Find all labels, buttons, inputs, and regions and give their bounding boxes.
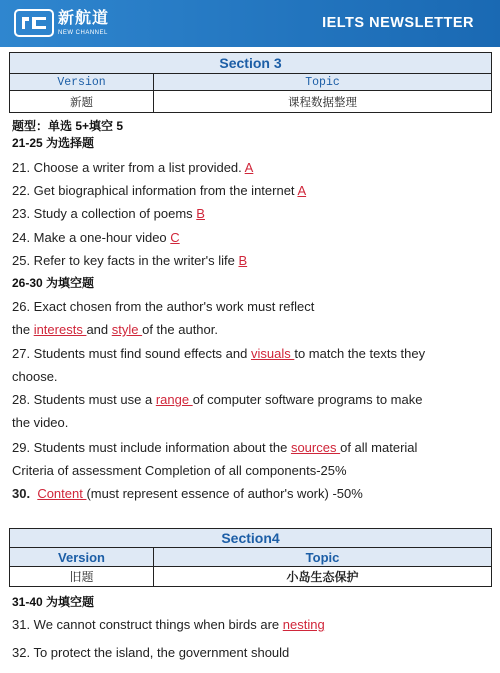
section3-version-value: 新题 [10,91,154,113]
question-28-line2: the video. [12,415,69,430]
question-23 [12,206,205,221]
question-26-line2 [12,322,218,337]
q28-text-a: 28. Students must use a [12,392,156,407]
question-28-line1 [12,392,422,407]
question-25-text: 25. Refer to key facts in the writer's life [12,253,239,268]
group-heading-21-25: 21-25 为选择题 [12,136,95,150]
question-26-line1: 26. Exact chosen from the author's work must reflect [12,299,315,314]
question-types: 题型：单选 5+填空 5 [12,119,124,133]
q26-text-b: and [86,322,112,337]
section3-title: Section 3 [10,53,492,74]
section4-version-value: 旧题 [10,567,154,587]
section4-topic-header: Topic [154,548,492,567]
section4-title: Section4 [10,529,492,548]
question-21 [12,160,253,175]
logo-en-text: NEW CHANNEL [58,29,108,36]
answer-27: visuals [250,346,295,361]
answer-25: B [238,253,248,268]
answer-29: sources [290,440,341,455]
logo-mark-icon [14,8,54,38]
question-21-text: 21. Choose a writer from a list provided. [12,160,245,175]
question-27-line2: choose. [12,369,58,384]
question-32: 32. To protect the island, the government should [12,645,290,660]
section4-table [9,528,492,587]
answer-23: B [196,206,205,221]
logo-cn-text: 新航道 [58,9,110,27]
section4-version-header: Version [10,548,154,567]
question-31 [12,617,325,632]
section3-table [9,52,492,113]
newsletter-title: IELTS NEWSLETTER [322,15,474,31]
newsletter-header [0,0,500,47]
q28-text-b: of computer software programs to make [192,392,423,407]
question-29 [12,440,417,455]
question-22-text: 22. Get biographical information from the internet [12,183,298,198]
section3-topic-value: 课程数据整理 [154,91,492,113]
q26-text-c: of the author. [142,322,218,337]
question-24-text: 24. Make a one-hour video [12,230,171,245]
q29-text-a: 29. Students must include information about the [12,440,291,455]
new-channel-logo [14,8,109,38]
answer-26-style: style [111,322,143,337]
answer-28: range [155,392,193,407]
section3-version-header: Version [10,74,154,91]
q30-text-b: (must represent essence of author's work) -50% [86,486,363,501]
question-27-line1 [12,346,425,361]
q27-text-a: 27. Students must find sound effects and [12,346,251,361]
assessment-criteria: Criteria of assessment Completion of all components-25% [12,463,347,478]
answer-24: C [170,230,180,245]
question-24 [12,230,180,245]
question-25 [12,253,247,268]
section3-topic-header: Topic [154,74,492,91]
question-23-text: 23. Study a collection of poems [12,206,197,221]
group-heading-31-40: 31-40 为填空题 [12,595,95,609]
group-heading-26-30: 26-30 为填空题 [12,276,95,290]
answer-22: A [297,183,307,198]
answer-31: nesting [282,617,325,632]
question-22 [12,183,306,198]
section4-topic-value: 小岛生态保护 [154,567,492,587]
q30-number: 30. [12,486,31,501]
q29-text-b: of all material [340,440,418,455]
q31-text-a: 31. We cannot construct things when birds are [12,617,283,632]
q26-text-a: the [12,322,34,337]
answer-30: Content [37,486,87,501]
answer-26-interests: interests [33,322,87,337]
answer-21: A [244,160,254,175]
q27-text-b: to match the texts they [294,346,426,361]
question-30 [12,486,363,501]
